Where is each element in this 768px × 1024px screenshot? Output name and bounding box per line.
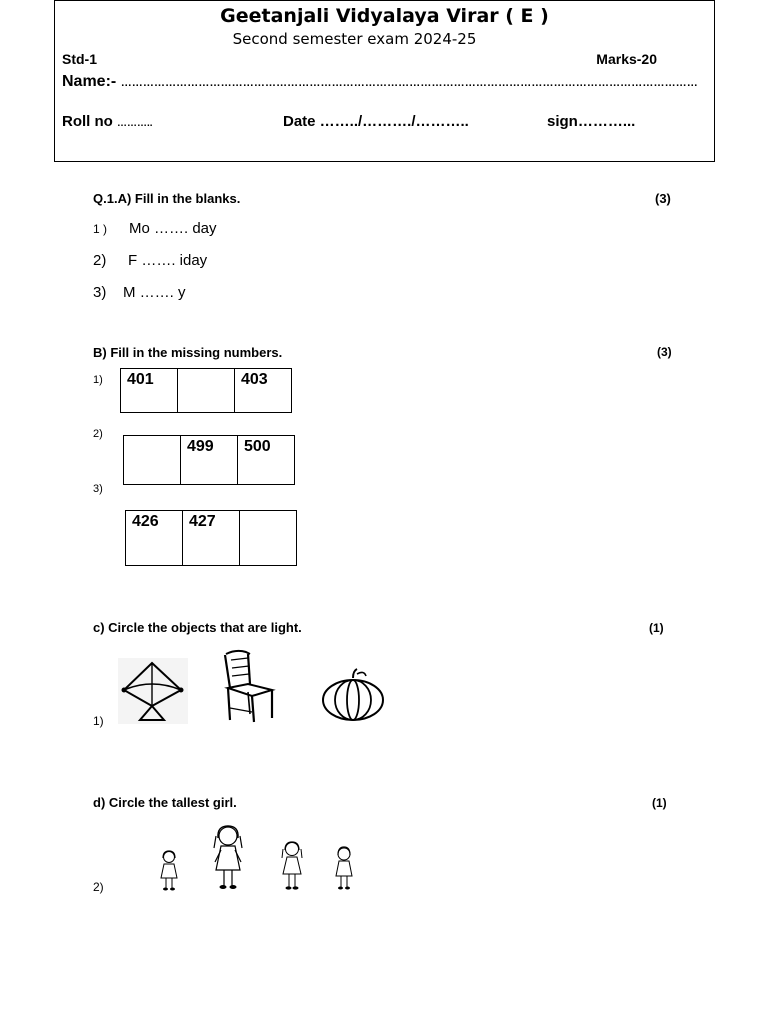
grid-cell-blank [240, 511, 297, 566]
number-grid-1 [120, 368, 292, 413]
grid-cell: 427 [183, 511, 240, 566]
row-number: 3) [93, 483, 103, 495]
grid-cell: 401 [121, 369, 178, 413]
kite-icon [118, 658, 188, 724]
q1a-marks: (3) [655, 191, 671, 206]
q1d-heading: d) Circle the tallest girl. [93, 795, 237, 810]
school-name: Geetanjali Vidyalaya Virar ( E ) [220, 5, 549, 27]
pumpkin-icon [320, 668, 386, 722]
grid-cell: 499 [181, 436, 238, 485]
q1c-heading: c) Circle the objects that are light. [93, 620, 302, 635]
list-item [93, 252, 207, 269]
name-label: Name:- [62, 73, 117, 90]
item-number: 2) [93, 252, 107, 269]
std-label: Std-1 [62, 51, 97, 67]
girl-small-icon [158, 850, 180, 892]
roll-dots: ……….. [117, 118, 153, 129]
row-number: 2) [93, 428, 103, 440]
q1c-marks: (1) [649, 621, 664, 635]
marks-label: Marks-20 [596, 51, 657, 67]
list-item [93, 284, 186, 301]
name-dots: ………………………………………………………………………………………………………………………………………… [120, 77, 698, 89]
girl-tall-icon [212, 824, 244, 892]
roll-row [62, 113, 153, 130]
row-number: 1) [93, 714, 104, 728]
exam-title: Second semester exam 2024-25 [232, 30, 477, 48]
grid-cell: 403 [235, 369, 292, 413]
q1b-marks: (3) [657, 345, 672, 359]
chair-icon [218, 648, 280, 724]
item-number: 1 ) [93, 222, 108, 236]
row-number: 2) [93, 880, 104, 894]
grid-cell: 500 [238, 436, 295, 485]
name-row [62, 73, 698, 91]
item-text: M ……. y [123, 284, 186, 301]
girl-medium-icon [280, 840, 304, 892]
q1d-marks: (1) [652, 796, 667, 810]
q1a-heading: Q.1.A) Fill in the blanks. [93, 191, 241, 206]
sign-field: sign………... [547, 113, 636, 130]
number-grid-2 [123, 435, 295, 485]
list-item [93, 220, 217, 237]
item-text: Mo ……. day [129, 220, 217, 237]
girl-small-icon [333, 846, 355, 892]
number-grid-3 [125, 510, 297, 566]
item-number: 3) [93, 284, 107, 301]
grid-cell-blank [178, 369, 235, 413]
grid-cell: 426 [126, 511, 183, 566]
row-number: 1) [93, 374, 103, 386]
grid-cell-blank [124, 436, 181, 485]
item-text: F ……. iday [128, 252, 208, 269]
date-field: Date ……../………./……….. [283, 113, 469, 130]
roll-label: Roll no [62, 113, 113, 130]
header-box [54, 0, 715, 162]
q1b-heading: B) Fill in the missing numbers. [93, 345, 283, 360]
